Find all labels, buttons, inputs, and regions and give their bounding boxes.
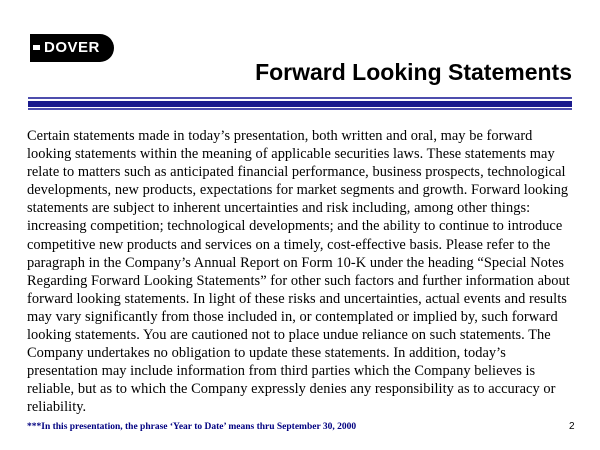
title-underline-main	[28, 101, 572, 107]
page-number: 2	[569, 421, 575, 432]
logo-text: DOVER	[44, 39, 100, 56]
title-underline-top	[28, 97, 572, 99]
dover-logo	[30, 34, 114, 62]
footnote: ***In this presentation, the phrase ‘Year to Date’ means thru September 30, 2000	[27, 422, 357, 432]
slide-title: Forward Looking Statements	[255, 59, 572, 85]
forward-looking-statement-text: Certain statements made in today’s presentation, both written and oral, may be forward looking statements within the meaning of applicable securities laws. These statements may relate to matters such as anticipated financial performance, business prospects, technological developments, new products, expectations for market segments and growth. Forward looking statements are subject to inherent uncertainties and risk including, among other things: increasing competition; technological developments; and the ability to continue to introduce competitive new products and services on a timely, cost-effective basis. Please refer to the paragraph in the Company’s Annual Report on Form 10-K under the heading “Special Notes Regarding Forward Looking Statements” for other such factors and further information about forward looking statements. In light of these risks and uncertainties, actual events and results may vary significantly from those included in, or contemplated or implied by, such forward looking statements. You are cautioned not to place undue reliance on such statements. The Company undertakes no obligation to update these statements. In addition, today’s presentation may include information from third parties which the Company believes is reliable, but as to which the Company expressly denies any responsibility as to accuracy or reliability.	[27, 128, 570, 416]
logo-dash	[33, 45, 40, 50]
title-underline-bottom	[28, 108, 572, 110]
